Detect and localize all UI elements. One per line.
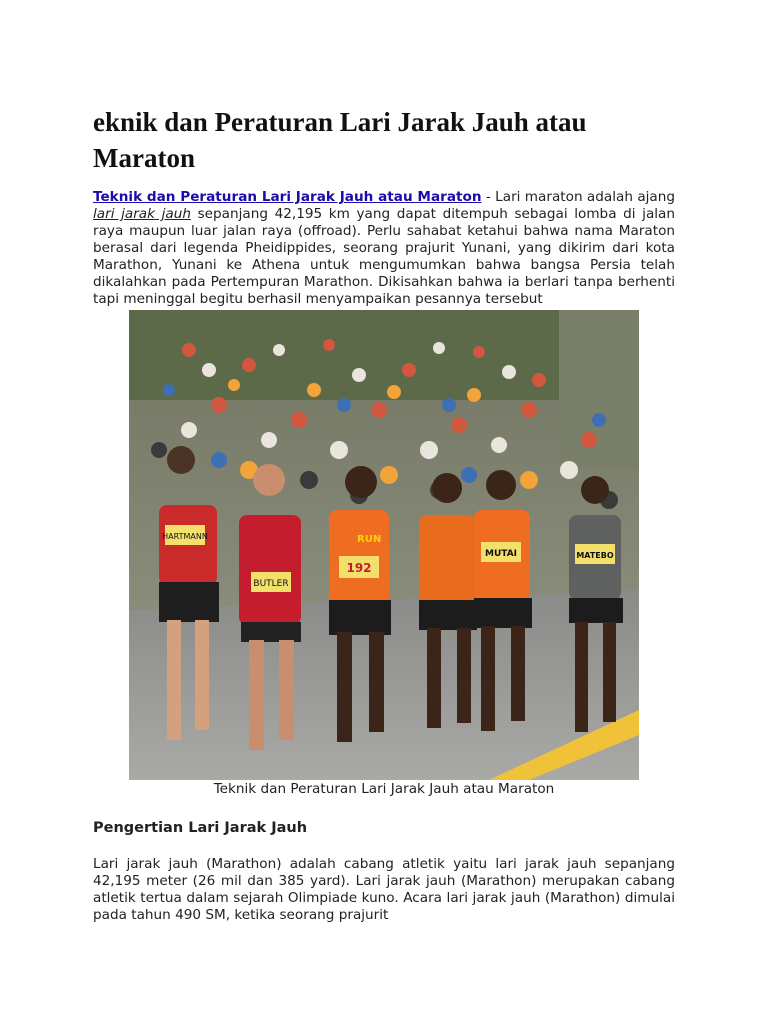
intro-text-2: sepanjang 42,195 km yang dapat ditempuh sebagai lomba di jalan raya maupun luar jalan raya (offroad). Perlu sahabat ketahui bahwa nama Maraton berasal dari legenda Pheidippides, seorang prajurit Yunani, yang dikirim dari kota Marathon, Yunani ke Athena untuk mengumumkan bahwa bangsa Persia telah dikalahkan pada Pertempuran Marathon. Dikisahkan bahwa ia berlari tanpa berhenti tapi meninggal begitu berhasil menyampaikan pesannya tersebut (93, 206, 676, 307)
intro-text-1: - Lari maraton adalah ajang (481, 189, 675, 205)
bib-mutai: MUTAI (484, 549, 518, 559)
bib-matebo: MATEBO (576, 551, 614, 560)
intro-italic-term[interactable]: lari jarak jauh (93, 206, 191, 222)
bib-hartmann: HARTMANN (162, 532, 208, 541)
shirt-run-text: RUN (357, 534, 382, 545)
section-paragraph: Lari jarak jauh (Marathon) adalah cabang atletik yaitu lari jarak jauh sepanjang 42,195 meter (26 mil dan 385 yard). Lari jarak jauh (Marathon) merupakan cabang atletik tertua dalam sejarah Olimpiade kuno. Acara lari jarak jauh (Marathon) dimulai pada tahun 490 SM, ketika seorang prajurit (93, 856, 675, 923)
bib-192: 192 (346, 561, 372, 575)
marathon-runners-illustration (129, 310, 639, 780)
figure (129, 310, 639, 798)
document-page (93, 104, 675, 924)
bib-butler: BUTLER (253, 579, 289, 589)
page-title: eknik dan Peraturan Lari Jarak Jauh atau Maraton (93, 107, 587, 173)
section-heading: Pengertian Lari Jarak Jauh (93, 820, 308, 836)
intro-paragraph (93, 189, 675, 308)
article-link[interactable]: Teknik dan Peraturan Lari Jarak Jauh atau Maraton (93, 189, 482, 205)
marathon-photo (129, 310, 639, 780)
figure-caption: Teknik dan Peraturan Lari Jarak Jauh atau Maraton (213, 781, 555, 797)
